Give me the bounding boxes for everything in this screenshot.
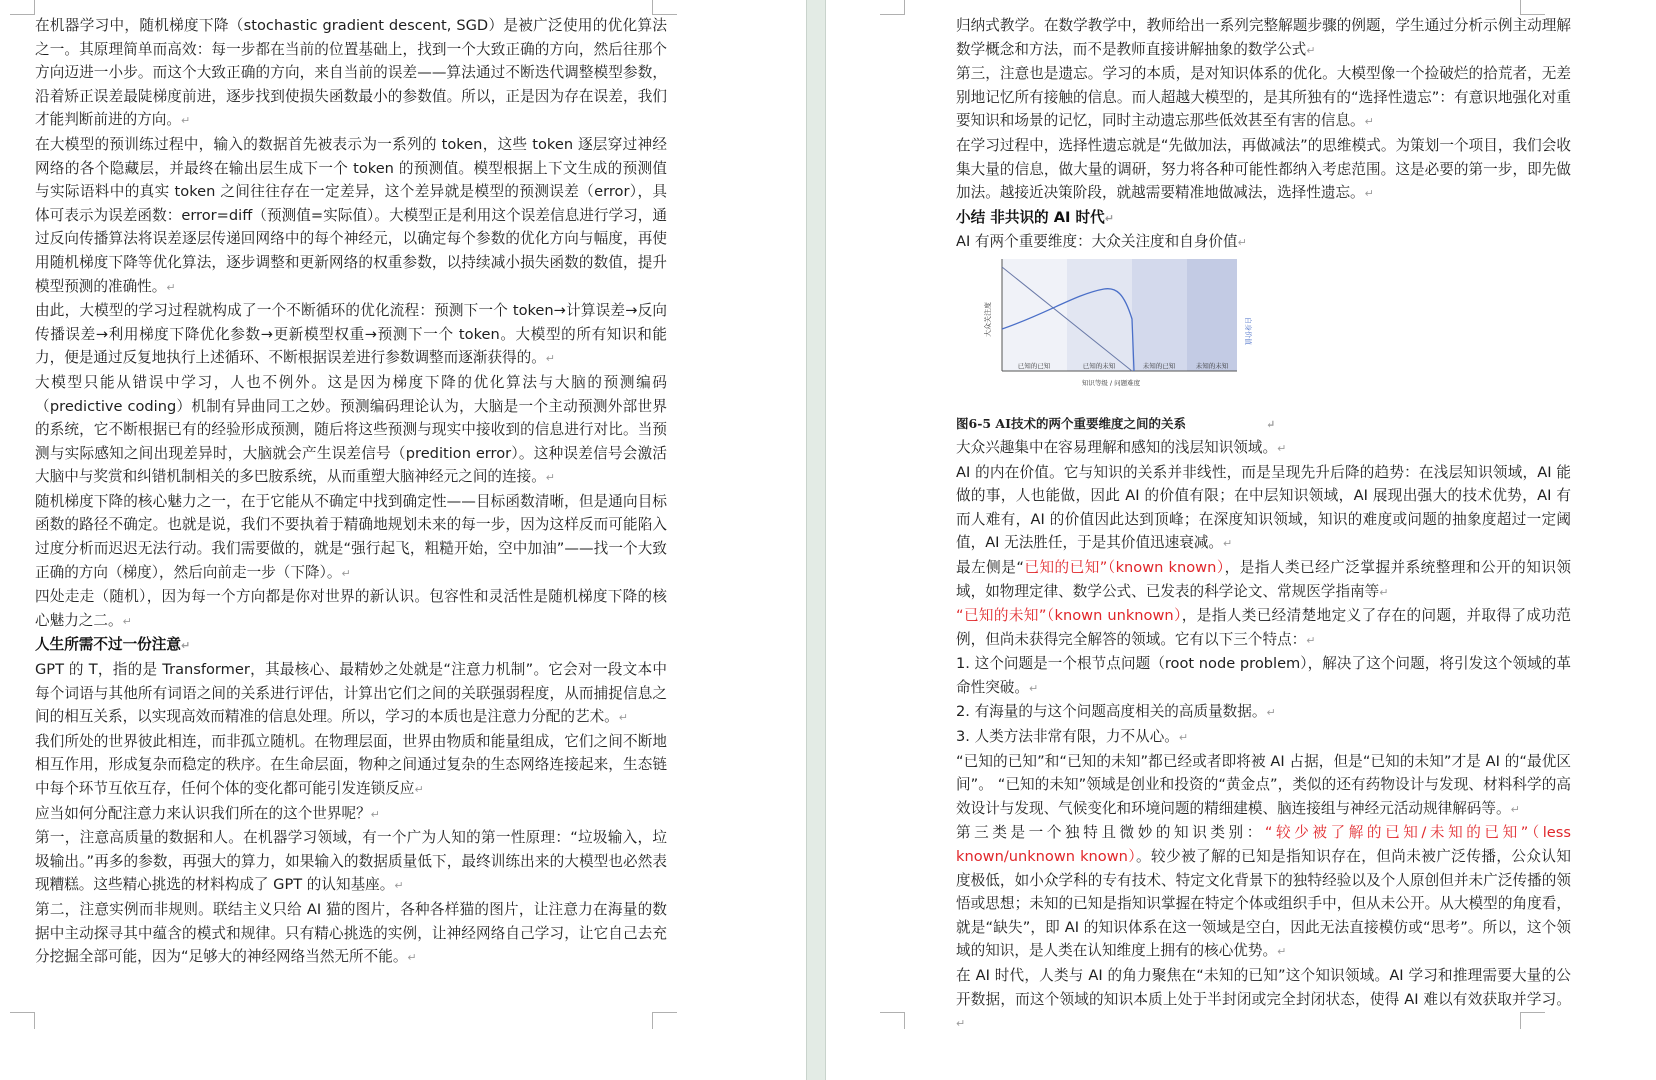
- paragraph-left-7: GPT 的 T，指的是 Transformer，其最核心、最精妙之处就是“注意力机制”。它会对一段文本中每个词语与其他所有词语之间的关系进行评估，计算出它们之间的关联强弱程度，从而捕捉信息之间的相互关系，以实现高效而精准的信息处理。所以，学习的本质也是注意力分配的艺术。↵: [35, 661, 667, 726]
- paragraph-right-top-1: 第三，注意也是遗忘。学习的本质，是对知识体系的优化。大模型像一个捡破烂的拾荒者，无差别地记忆所有接触的信息。而人超越大模型的，是其所独有的“选择性遗忘”：有意识地强化对重要知识和场景的记忆，同时主动遗忘那些低效甚至有害的信息。↵: [956, 65, 1571, 130]
- left-text-column[interactable]: [35, 14, 667, 970]
- ylabel: 大众关注度: [984, 301, 992, 337]
- crop-mark-top-left: [10, 0, 35, 15]
- paragraph-mark: ↵: [1223, 537, 1233, 551]
- paragraph-mark: ↵: [370, 807, 380, 821]
- paragraph-mark: ↵: [414, 783, 424, 796]
- paragraph-mark: ↵: [1237, 236, 1247, 250]
- paragraph-mark: ↵: [341, 566, 351, 580]
- crop-mark-bottom-right: [652, 1012, 677, 1029]
- figure-caption: 图6-5 AI技术的两个重要维度之间的关系 ↵: [956, 415, 1276, 431]
- crop-mark-bottom-left: [10, 1012, 35, 1029]
- crop-mark-top-right: [1520, 0, 1545, 15]
- paragraph-right-bottom-6: 3. 人类方法非常有限，力不从心。↵: [956, 728, 1189, 746]
- paragraph-mark: ↵: [1364, 187, 1374, 201]
- figure-6-5: [956, 259, 1571, 407]
- paragraph-mark: ↵: [166, 280, 176, 294]
- page-gutter: [806, 0, 826, 1080]
- chart-band-1: [1002, 259, 1067, 371]
- paragraph-right-bottom-5: 2. 有海量的与这个问题高度相关的高质量数据。↵: [956, 703, 1276, 721]
- section-heading-right-top-3: 小结 非共识的 AI 时代↵: [956, 208, 1114, 226]
- highlight-term: “已知的未知”（known unknown）: [956, 607, 1182, 625]
- paragraph-mark: ↵: [407, 951, 417, 965]
- paragraph-left-4: 随机梯度下降的核心魅力之一，在于它能从不确定中找到确定性——目标函数清晰，但是通向目标函数的路径不确定。也就是说，我们不要执着于精确地规划未来的每一步，因为这样反而可能陷入过度分析而迟迟无法行动。我们需要做的，就是“强行起飞，粗糙开始，空中加油”——找一个大致正确的方向（梯度），然后向前走一步（下降）。↵: [35, 492, 667, 581]
- paragraph-right-bottom-1: AI 的内在价值。它与知识的关系并非线性，而是呈现先升后降的趋势：在浅层知识领域，AI 能做的事，人也能做，因此 AI 的价值有限；在中层知识领域，AI 展现出强大的技术优势，AI 有而人难有，AI 的价值因此达到顶峰；在深度知识领域，知识的难度或问题的抽象度超过一定阈值，AI 无法胜任，于是其价值迅速衰减。↵: [956, 463, 1571, 552]
- paragraph-mark: ↵: [180, 639, 191, 653]
- paragraph-mark: ↵: [1104, 211, 1114, 225]
- paragraph-right-top-4: AI 有两个重要维度：大众关注度和自身价值↵: [956, 233, 1247, 251]
- chart-band-2: [1067, 259, 1132, 371]
- paragraph-right-bottom-4: 1. 这个问题是一个根节点问题（root node problem），解决了这个问题，将引发这个领域的革命性突破。↵: [956, 655, 1571, 696]
- paragraph-mark: ↵: [1028, 681, 1039, 695]
- tick-label-4: 未知的未知: [1195, 361, 1229, 370]
- paragraph-left-3: 大模型只能从错误中学习，人也不例外。这是因为梯度下降的优化算法与大脑的预测编码（predictive coding）机制有异曲同工之妙。预测编码理论认为，大脑是一个主动预测外部世界的系统，它不断根据已有的经验形成预测，随后将这些预测与现实中接收到的信息进行对比。当预测与实际感知之间出现差异时，大脑就会产生误差信号（predition error）。这种误差信号会激活大脑中与奖赏和纠错机制相关的多巴胺系统，从而重塑大脑神经元之间的连接。↵: [35, 373, 667, 486]
- chart-band-3: [1132, 259, 1187, 371]
- paragraph-left-1: 在大模型的预训练过程中，输入的数据首先被表示为一系列的 token，这些 token 逐层穿过神经网络的各个隐藏层，并最终在输出层生成下一个 token 的预测值。模型根据上下文生成的预测值与实际语料中的真实 token 之间往往存在一定差异，这个差异就是模型的预测误差（error），具体可表示为误差函数：error=diff（预测值=实际值）。大模型正是利用这个误差信息进行学习，通过反向传播算法将误差逐层传递回网络中的每个神经元，以确定每个参数的优化方向与幅度，再使用随机梯度下降等优化算法，逐步调整和更新网络的权重参数，以持续减小损失函数的数值，提升模型预测的准确性。↵: [35, 135, 667, 295]
- paragraph-right-top-2: 在学习过程中，选择性遗忘就是“先做加法，再做减法”的思维模式。为策划一个项目，我们会收集大量的信息，做大量的调研，努力将各种可能性都纳入考虑范围。这是必要的第一步，即先做加法。越接近决策阶段，就越需要精准地做减法，选择性遗忘。↵: [956, 136, 1571, 202]
- figure-chart: [956, 259, 1256, 407]
- tick-label-3: 未知的已知: [1142, 361, 1176, 370]
- paragraph-right-bottom-0: 大众兴趣集中在容易理解和感知的浅层知识领域。↵: [956, 438, 1287, 456]
- paragraph-mark: ↵: [1277, 441, 1287, 455]
- paragraph-left-0: 在机器学习中，随机梯度下降（stochastic gradient descent, SGD）是被广泛使用的优化算法之一。其原理简单而高效：每一步都在当前的位置基础上，找到一个大致正确的方向，然后往那个方向迈进一小步。而这个大致正确的方向，来自当前的误差——算法通过不断迭代调整模型参数，沿着矫正误差最陡梯度前进，逐步找到使损失函数最小的参数值。所以，正是因为存在误差，我们才能判断前进的方向。↵: [35, 17, 667, 129]
- paragraph-mark: ↵: [545, 352, 556, 366]
- paragraph-right-bottom-7: “已知的已知”和“已知的未知”都已经或者即将被 AI 占据，但是“已知的未知”才是 AI 的“最优区间”。 “已知的未知”领域是创业和投资的“黄金点”，类似的还有药物设计与发现、材料科学的高效设计与发现、气候变化和环境问题的精细建模、脑连接组与神经元活动规律解码等。↵: [956, 752, 1571, 817]
- paragraph-left-11: 第二，注意实例而非规则。联结主义只给 AI 猫的图片，各种各样猫的图片，让注意力在海量的数据中主动探寻其中蕴含的模式和规律。只有精心挑选的实例，让神经网络自己学习，让它自己去充分挖掘全部可能，因为“足够大的神经网络当然无所不能。↵: [35, 900, 667, 966]
- paragraph-mark: ↵: [1364, 115, 1374, 129]
- paragraph-mark: ↵: [956, 1017, 966, 1031]
- paragraph-left-8: 我们所处的世界彼此相连，而非孤立随机。在物理层面，世界由物质和能量组成，它们之间不断地相互作用，形成复杂而稳定的秩序。在生命层面，物种之间通过复杂的生态网络连接起来，生态链中每个环节互依互存，任何个体的变化都可能引发连锁反应↵: [35, 732, 667, 797]
- tick-label-2: 已知的未知: [1082, 361, 1116, 370]
- paragraph-left-2: 由此，大模型的学习过程就构成了一个不断循环的优化流程：预测下一个 token→计算误差→反向传播误差→利用梯度下降优化参数→更新模型权重→预测下一个 token。大模型的所有知识和能力，便是通过反复地执行上述循环、不断根据误差进行参数调整而逐渐获得的。↵: [35, 302, 667, 367]
- highlight-term: 已知的已知”（known known）: [1023, 558, 1225, 576]
- paragraph-mark: ↵: [545, 471, 556, 485]
- crop-mark-top-left: [880, 0, 905, 15]
- paragraph-left-10: 第一，注意高质量的数据和人。在机器学习领域，有一个广为人知的第一性原理：“垃圾输入，垃圾输出。”再多的参数，再强大的算力，如果输入的数据质量低下，最终训练出来的大模型也必然表现糟糕。这些精心挑选的材料构成了 GPT 的认知基座。↵: [35, 829, 667, 894]
- paragraph-mark: ↵: [1379, 585, 1389, 599]
- paragraph-mark: ↵: [1306, 633, 1316, 647]
- section-heading-left-6: 人生所需不过一份注意↵: [35, 636, 191, 654]
- paragraph-right-bottom-9: 在 AI 时代，人类与 AI 的角力聚焦在“未知的已知”这个知识领域。AI 学习和推理需要大量的公开数据，而这个领域的知识本质上处于半封闭或完全封闭状态，使得 AI 难以有效获取并学习。↵: [956, 967, 1571, 1031]
- paragraph-right-bottom-2: 最左侧是“已知的已知”（known known），是指人类已经广泛掌握并系统整理和公开的知识领域，如物理定律、数学公式、已发表的科学论文、常规医学指南等↵: [956, 558, 1572, 600]
- tick-label-1: 已知的已知: [1017, 361, 1051, 370]
- paragraph-right-bottom-3: “已知的未知”（known unknown），是指人类已经清楚地定义了存在的问题，并取得了成功范例，但尚未获得完全解答的领域。它有以下三个特点：↵: [956, 607, 1571, 648]
- paragraph-mark: ↵: [618, 711, 628, 725]
- crop-mark-bottom-left: [880, 1012, 905, 1029]
- paragraph-mark: ↵: [1178, 731, 1189, 745]
- paragraph-mark: ↵: [394, 879, 404, 893]
- paragraph-left-5: 四处走走（随机），因为每一个方向都是你对世界的新认识。包容性和灵活性是随机梯度下降的核心魅力之二。↵: [35, 588, 667, 629]
- document-page-left: [0, 0, 806, 1080]
- document-page-right: [826, 0, 1656, 1080]
- paragraph-mark: ↵: [1266, 706, 1276, 720]
- crop-mark-top-right: [652, 0, 677, 15]
- paragraph-left-9: 应当如何分配注意力来认识我们所在的这个世界呢？↵: [35, 804, 380, 822]
- xlabel: 知识等级 / 问题难度: [1081, 378, 1141, 387]
- right-text-column[interactable]: [956, 14, 1571, 1036]
- paragraph-mark: ↵: [1510, 802, 1520, 816]
- chart-band-4: [1187, 259, 1237, 371]
- paragraph-mark: ↵: [1306, 43, 1316, 57]
- right-label: 自身价值: [1244, 316, 1252, 345]
- highlight-term: “较少被了解的已知/未知的已知”（less known/unknown known）: [956, 824, 1571, 866]
- paragraph-mark: ↵: [1277, 945, 1287, 959]
- paragraph-right-top-0: 归纳式教学。在数学教学中，教师给出一系列完整解题步骤的例题，学生通过分析示例主动理解数学概念和方法，而不是教师直接讲解抽象的数学公式↵: [956, 17, 1571, 58]
- paragraph-mark: ↵: [122, 614, 132, 628]
- paragraph-mark: ↵: [180, 114, 191, 128]
- paragraph-right-bottom-8: 第三类是一个独特且微妙的知识类别：“较少被了解的已知/未知的已知”（less known/unknown known）。较少被了解的已知是指知识存在，但尚未被广泛传播，公众认知度极低，如小众学科的专有技术、特定文化背景下的独特经验以及个人原创但并未广泛传播的领悟或思想；未知的已知是指知识掌握在特定个体或组织手中，但从未公开。从大模型的角度看，就是“缺失”，即 AI 的知识体系在这一领域是空白，因此无法直接模仿或“思考”。所以，这个领域的知识，是人类在认知维度上拥有的核心优势。↵: [956, 824, 1571, 960]
